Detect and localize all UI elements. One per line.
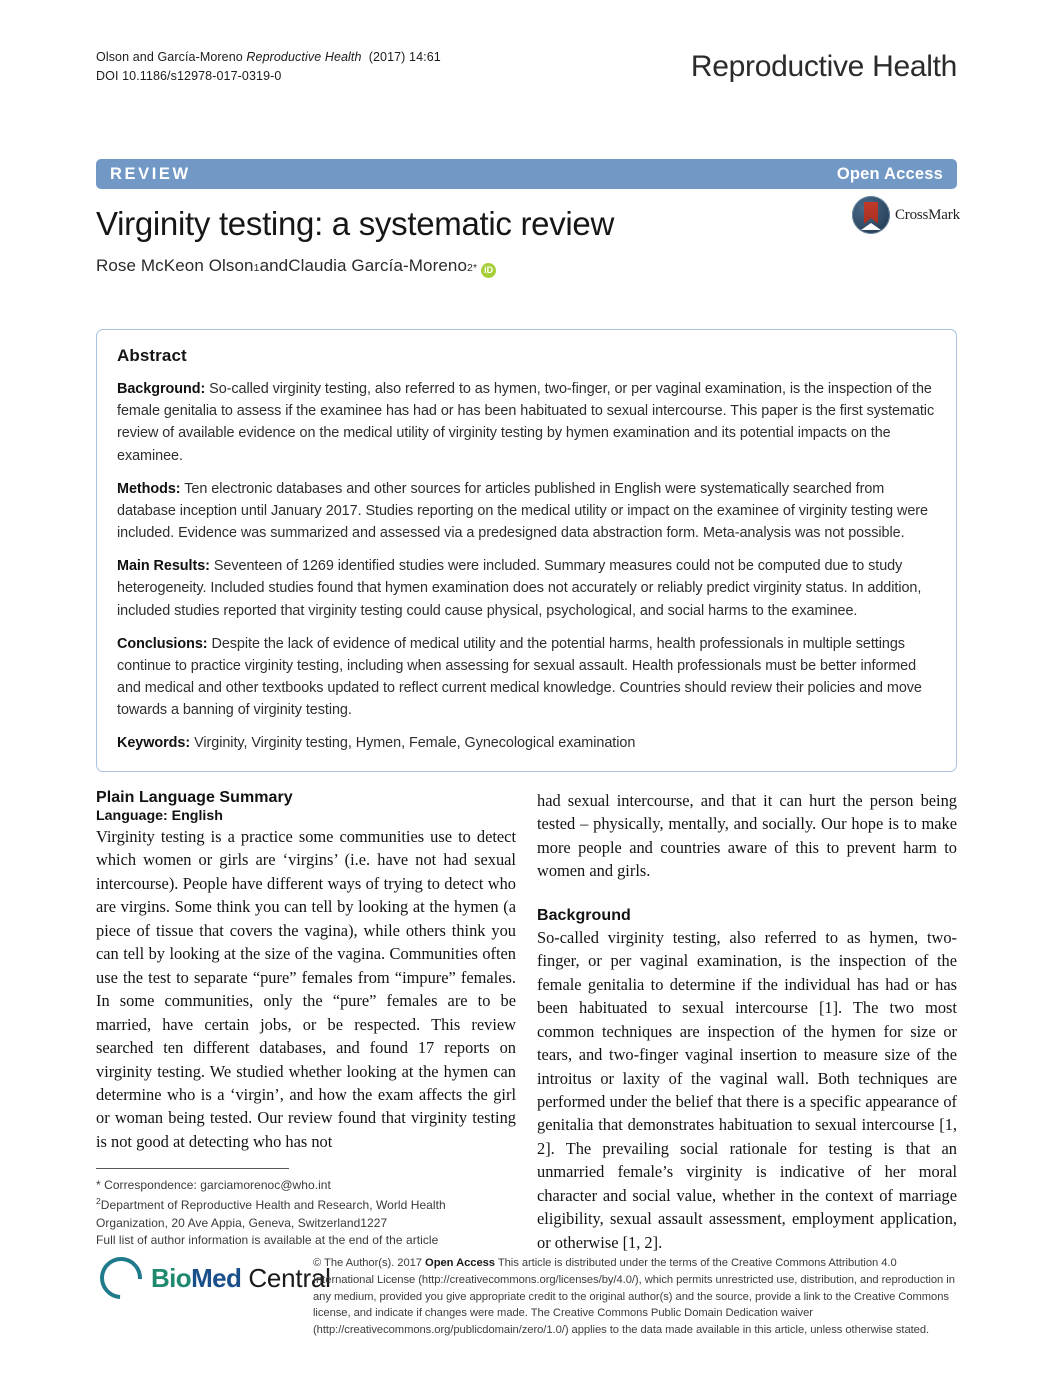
section-heading-plain-language-summary: Plain Language Summary: [96, 789, 293, 806]
abstract-section-label: Methods:: [117, 480, 181, 497]
citation-block: [96, 48, 441, 87]
abstract-section-label: Conclusions:: [117, 635, 208, 652]
citation-journal: Reproductive Health: [246, 50, 362, 64]
keywords-label: Keywords:: [117, 735, 191, 752]
logo-text-bio: Bio: [151, 1263, 192, 1293]
author-list: Rose McKeon Olson 1 and Claudia García-Moreno 2* iD: [96, 256, 836, 276]
plain-language-summary-paragraph: Virginity testing is a practice some communities use to detect which women or girls are ‘virgins’ (i.e. have not had sexual intercourse). People have different ways of trying to detect who are virgins. Some think you can tell by looking at the hymen (a piece of tissue that covers the vagina), while others think you can tell by looking at the size of the vagina. Communities often use the test to separate “pure” females from “impure” females. In some communities, only the “pure” females are to be married, have certain jobs, or be respected. This review searched ten different databases, and found 17 reports on virginity testing. We studied whether looking at the hymen can determine who is a ‘virgin’, and how the exam affects the girl or woman being tested. Our review found that virginity testing is not good at detecting who has not: [96, 827, 516, 1151]
affiliation-line: [96, 1195, 516, 1233]
abstract-section-text: So-called virginity testing, also referred to as hymen, two-finger, or per vaginal examination, is the inspection of the female genitalia to assess if the examinee has had or has been habituated to sexual intercourse. This paper is the first systematic review of available evidence on the medical utility of virginity testing by hymen examination and its potential impacts on the examinee.: [117, 381, 935, 464]
crossmark-label: CrossMark: [895, 206, 960, 223]
author-info-note: Full list of author information is available at the end of the article: [96, 1233, 439, 1248]
citation-authors: Olson and García-Moreno: [96, 50, 247, 64]
open-access-label[interactable]: Open Access: [836, 164, 943, 183]
abstract-section: [117, 378, 936, 467]
author-conjunction: and: [259, 255, 289, 275]
abstract-section-text: Despite the lack of evidence of medical utility and the potential harms, health professionals in multiple settings continue to practice virginity testing, including when assessing for sexual assault. Health professionals must be better informed and medical and other textbooks updated to reflect current medical knowledge. Countries should review their policies and move towards a banning of virginity testing.: [117, 635, 922, 719]
citation-doi: DOI 10.1186/s12978-017-0319-0: [96, 69, 282, 84]
masthead: [96, 48, 957, 87]
title-area: [96, 205, 836, 276]
left-column: [96, 789, 516, 1153]
abstract-section-label: Main Results:: [117, 558, 210, 575]
footnote-divider: [96, 1168, 289, 1169]
biomed-wordmark: [151, 1265, 331, 1291]
language-label: Language: English: [96, 808, 223, 824]
biomed-ring-icon: [91, 1248, 150, 1307]
correspondence-line[interactable]: * Correspondence: garciamorenoc@who.int: [96, 1178, 331, 1192]
abstract-section: [117, 633, 936, 722]
copyright-open-access-label: Open Access: [425, 1257, 495, 1269]
citation-line-1: [96, 48, 441, 67]
abstract-section: [117, 478, 936, 545]
abstract-section-text: Seventeen of 1269 identified studies were included. Summary measures could not be computed due to study heterogeneity. Included studies found that hymen examination does not accurately or reliably predict virginity status. In addition, included studies reported that virginity testing could cause physical, psychological, and social harms to the examinee.: [117, 558, 922, 619]
background-paragraph: So-called virginity testing, also referred to as hymen, two-finger, or per vaginal examination, is the inspection of the female genitalia to determine if the individual has had or has been habituated to sexual intercourse [1]. The two most common techniques are inspection of the hymen for size or tears, and two-finger vaginal insertion to measure size of the introitus or laxity of the vaginal wall. Both techniques are performed under the belief that there is a specific appearance of genitalia that demonstrates habituation to sexual intercourse [1, 2]. The prevailing social rationale for testing is that an unmarried female’s virginity is indicative of her moral character and social value, whether in the context of marriage eligibility, sexual assault assessment, employment application, or otherwise [1, 2].: [537, 927, 957, 1252]
abstract-section-label: Background:: [117, 381, 206, 397]
abstract-section-text: Ten electronic databases and other sources for articles published in English were systematically searched from database inception until January 2017. Studies reporting on the medical utility or impact on the examinee of virginity testing were included. Evidence was summarized and assessed via a predesigned data abstraction form. Meta-analysis was not possible.: [117, 480, 928, 542]
citation-issue: (2017) 14:61: [361, 50, 441, 64]
biomed-central-logo[interactable]: [100, 1257, 331, 1299]
logo-text-med: Med: [191, 1263, 242, 1293]
abstract-keywords: [117, 732, 936, 754]
logo-text-central: Central: [241, 1263, 331, 1293]
page-title: Virginity testing: a systematic review: [96, 205, 615, 242]
affiliation-text: Department of Reproductive Health and Research, World Health Organization, 20 Ave Appia, Geneva, Switzerland1227: [96, 1197, 446, 1230]
article-type-banner: [96, 159, 957, 189]
abstract-box: [96, 329, 957, 772]
section-heading-background: Background: [537, 906, 631, 924]
copyright-license-text: This article is distributed under the terms of the Creative Commons Attribution 4.0 International License (http://creativecommons.org/licenses/by/4.0/), which permits unrestricted use, distribution, and reproduction in any medium, provided you give appropriate credit to the original author(s) and the source, provide a link to the Creative Commons license, and indicate if changes were made. The Creative Commons Public Domain Dedication waiver (http://creativecommons.org/publicdomain/zero/1.0/) applies to the data made available in this article, unless otherwise stated.: [313, 1257, 955, 1337]
article-type-label: REVIEW: [110, 164, 191, 183]
copyright-notice: [313, 1255, 958, 1339]
copyright-prefix: © The Author(s). 2017: [313, 1257, 426, 1269]
journal-title: Reproductive Health: [690, 50, 957, 83]
author-name-2[interactable]: Claudia García-Moreno: [288, 255, 468, 275]
crossmark-badge[interactable]: [852, 196, 960, 234]
right-column: [537, 789, 957, 1254]
author-name-1[interactable]: Rose McKeon Olson: [96, 255, 254, 275]
affiliation-marker: 2: [96, 1195, 101, 1206]
keywords-text: Virginity, Virginity testing, Hymen, Female, Gynecological examination: [190, 735, 636, 752]
footnote-block: [96, 1168, 516, 1250]
orcid-icon[interactable]: iD: [481, 263, 496, 278]
abstract-section: [117, 555, 936, 622]
crossmark-icon: [852, 196, 890, 234]
abstract-heading: Abstract: [117, 346, 187, 365]
plain-language-summary-continued: had sexual intercourse, and that it can hurt the person being tested – physically, mentally, and socially. Our hope is to make more people and countries aware of this to prevent harm to women and girls.: [537, 791, 957, 881]
